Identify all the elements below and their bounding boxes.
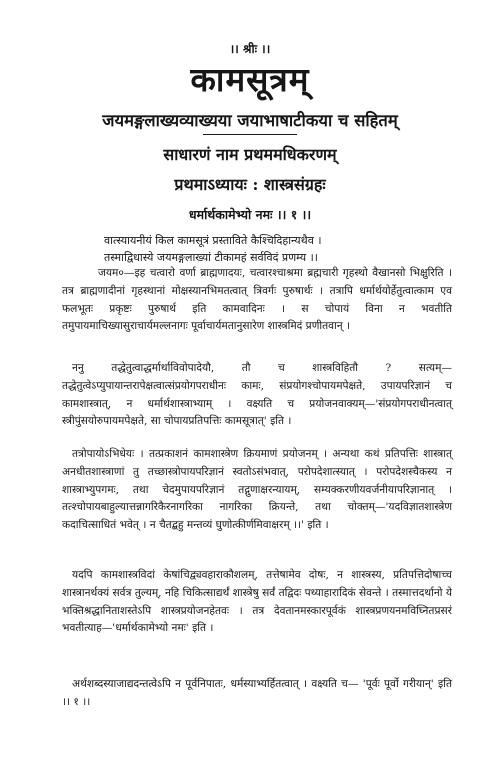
title-divider [203,134,297,135]
invocation-line: ।। श्रीः ।। [229,42,271,56]
intro-verse-line: वात्स्यायनीयं किल कामसूत्रं प्रस्ताविते कैश्चिदिहान्यथैव । [104,234,322,247]
section-title: साधारणं नाम प्रथममधिकरणम् [163,145,337,164]
commentary-paragraph: ननु तद्धेतुत्वाद्धर्मार्थाविवोपादेयौ, तौ च शास्त्रविहितौ ? सत्यम्—तद्धेतुत्वेऽप्युपायान्तरापेक्षत्वात्संप्रयोगपराधीनः कामः, संप्रयोगश्चोपायमपेक्षते, उपायपरिज्ञानं च कामशास्त्रात्, न धर्मार्थशास्त्राभ्याम् । वक्ष्यति च प्रयोजनवाक्यम्—'संप्रयोगपराधीनत्वात् स्त्रीपुंसयोरुपायमपेक्षते, सा चोपायप्रतिपत्तिः कामसूत्रात्' इति । [62,362,452,428]
book-title: कामसूत्रम् [190,60,310,99]
commentary-paragraph: जयम०—इह चत्वारो वर्णा ब्राह्मणादयः, चत्वारश्चाश्रमा ब्रह्मचारी गृहस्थो वैखानसो भिक्षुरिति । तत्र ब्राह्मणादीनां गृहस्थानां मोक्षस्यानभिमतत्वात् त्रिवर्गः पुरुषार्थः । तत्रापि धर्मार्थयोर्हेतुत्वात्काम एव फलभूतः प्रकृष्टः पुरुषार्थ इति कामवादिनः । स चोपायं विना न भवतीति तमुपायमाचिख्यासुराचार्यमल्लनागः पूर्वाचार्यमतानुसारेण शास्त्रमिदं प्रणीतवान् । [62,267,452,333]
commentary-paragraph: अर्थशब्दस्याजाद्यदन्तत्वेऽपि न पूर्वनिपातः, धर्मस्याभ्यर्हितत्वात् । वक्ष्यति च— 'पूर्वः पूर्वो गरीयान्' इति ।। १ ।। [62,678,452,708]
sutra-line: धर्मार्थकामेभ्यो नमः ।। १ ।। [188,207,312,222]
chapter-title: प्रथमाऽध्यायः : शास्त्रसंग्रहः [174,175,326,194]
intro-verse-line: तस्माद्विधास्ये जयमङ्गलाख्यां टीकामहं सर्वविदं प्रणम्य ।। [104,251,318,264]
book-subtitle: जयमङ्गलाख्यव्याख्यया जयाभाषाटीकया च सहितम् [102,111,398,130]
commentary-paragraph: यदपि कामशास्त्रविदां केषांचिद्व्यवहाराकौशलम्, तत्तेषामेव दोषः, न शास्त्रस्य, प्रतिपत्तिदोषाच्च शास्त्रानर्थक्यं सर्वत्र तुल्यम्, नहि चिकित्साद्यर्थं शास्त्रेषु सर्वं तद्विदः पथ्याहारादिकं सेवन्ते । तस्मात्तदर्थानो ये भक्तिश्रद्धानिताशस्तेऽपि शास्त्रप्रयोजनहेतवः । तत्र देवतानमस्कारपूर्वकं शास्त्रप्रणयनमविघ्नितप्रसरं भवतीत्याह—'धर्मार्थकामेभ्यो नमः' इति । [62,569,452,635]
commentary-paragraph: तत्रोपायोऽभिधेयः । तत्प्रकाशनं कामशास्त्रेण क्रियमाणं प्रयोजनम् । अन्यथा कथं प्रतिपत्तिः शास्त्रात् अनधीतशास्त्राणां तु तच्छास्त्रोपायपरिज्ञानं स्वतोऽसंभवात्, परोपदेशात्स्यात् । परोपदेशस्चैकस्य न शास्त्राभ्युपगमः, तथा चेदमुपायपरिज्ञानं तद्गुणाक्षरन्यायम्, सम्यक्करणीयवर्जनीयापरिज्ञानात् । तत्श्चोपायबाहुल्यात्तन्नागरिकैरनागरिका नागरिका क्रियन्ते, तथा चोक्तम्—'यदविज्ञातशास्त्रेण कदाचित्साधितं भवेत् । न चैतद्बहु मन्तव्यं घुणोत्कीर्णमिवाक्षरम् ।।' इति । [62,448,452,532]
